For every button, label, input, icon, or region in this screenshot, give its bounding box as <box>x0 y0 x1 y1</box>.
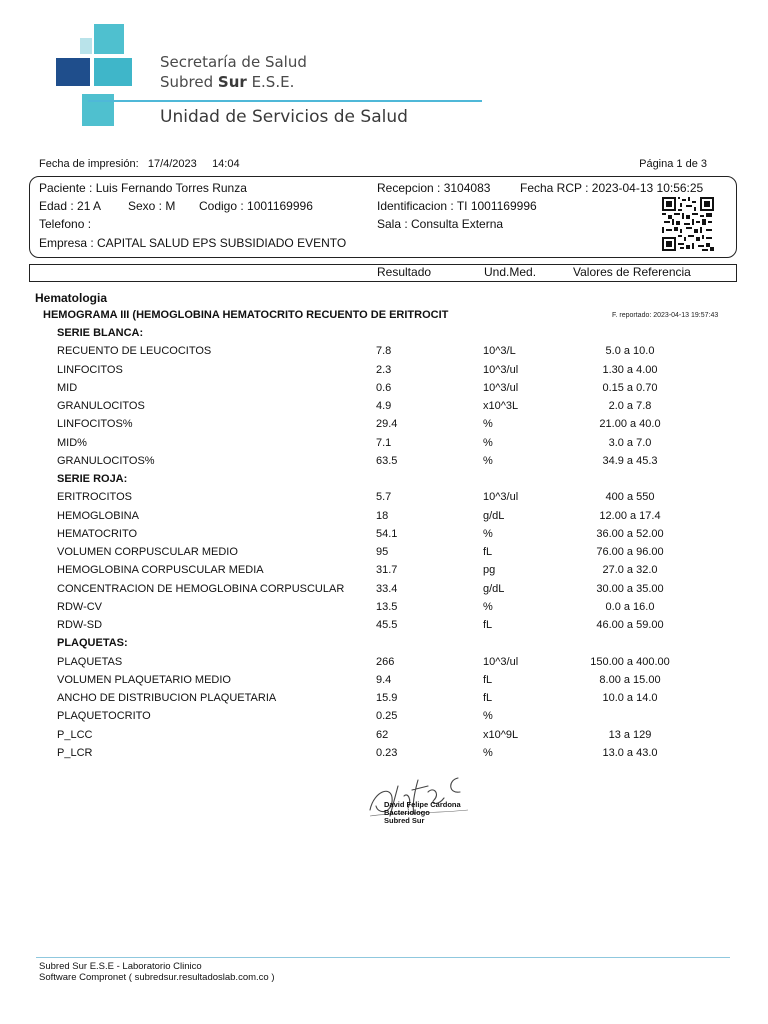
row-unit: x10^3L <box>483 400 519 412</box>
row-reference: 8.00 a 15.00 <box>599 674 661 686</box>
footer-lab: Subred Sur E.S.E - Laboratorio Clinico <box>39 961 202 972</box>
row-name: MID% <box>57 437 87 449</box>
row-unit: % <box>483 601 493 613</box>
row-name: PLAQUETOCRITO <box>57 710 151 722</box>
row-result: 7.8 <box>376 345 392 357</box>
print-label: Fecha de impresión: <box>39 158 139 170</box>
row-unit: 10^3/ul <box>483 656 519 668</box>
row-reference: 1.30 a 4.00 <box>602 364 658 376</box>
row-reference: 2.0 a 7.8 <box>608 400 652 412</box>
row-reference: 3.0 a 7.0 <box>608 437 652 449</box>
table-row <box>0 747 768 765</box>
row-reference: 27.0 a 32.0 <box>602 564 658 576</box>
row-result: 0.6 <box>376 382 392 394</box>
row-unit: fL <box>483 546 493 558</box>
table-row <box>0 437 768 455</box>
row-result: 45.5 <box>376 619 398 631</box>
table-row <box>0 455 768 473</box>
row-result: 9.4 <box>376 674 392 686</box>
signature-org: Subred Sur <box>384 816 425 825</box>
row-result: 95 <box>376 546 389 558</box>
print-time: 14:04 <box>212 158 240 170</box>
row-reference: 46.00 a 59.00 <box>596 619 664 631</box>
row-unit: g/dL <box>483 583 505 595</box>
row-unit: pg <box>483 564 496 576</box>
row-result: 18 <box>376 510 389 522</box>
row-name: CONCENTRACION DE HEMOGLOBINA CORPUSCULAR <box>57 583 345 595</box>
row-result: 29.4 <box>376 418 398 430</box>
row-result: 63.5 <box>376 455 398 467</box>
patient-code: Codigo : 1001169996 <box>199 199 313 213</box>
table-row <box>0 382 768 400</box>
logo-divider <box>88 100 482 102</box>
row-name: RDW-CV <box>57 601 103 613</box>
row-name: VOLUMEN CORPUSCULAR MEDIO <box>57 546 238 558</box>
table-row <box>0 345 768 363</box>
table-row <box>0 510 768 528</box>
column-reference: Valores de Referencia <box>573 265 691 279</box>
row-reference: 400 a 550 <box>605 491 655 503</box>
print-info <box>39 158 240 170</box>
row-result: 2.3 <box>376 364 392 376</box>
subred-logo-icon <box>52 24 134 128</box>
row-unit: fL <box>483 674 493 686</box>
footer-divider <box>36 957 730 958</box>
row-reference: 0.0 a 16.0 <box>605 601 655 613</box>
row-result: 5.7 <box>376 491 392 503</box>
row-result: 54.1 <box>376 528 398 540</box>
patient-company: Empresa : CAPITAL SALUD EPS SUBSIDIADO EVENTO <box>39 236 347 250</box>
row-unit: fL <box>483 692 493 704</box>
footer-software: Software Compronet ( subredsur.resultadoslab.com.co ) <box>39 972 275 983</box>
row-name: HEMATOCRITO <box>57 528 138 540</box>
row-name: GRANULOCITOS <box>57 400 145 412</box>
table-row <box>0 656 768 674</box>
row-result: 4.9 <box>376 400 392 412</box>
section-title: Hematologia <box>35 291 108 305</box>
row-reference: 13 a 129 <box>608 729 652 741</box>
row-reference: 21.00 a 40.0 <box>599 418 661 430</box>
row-name: P_LCC <box>57 729 93 741</box>
row-name: PLAQUETAS: <box>57 637 128 649</box>
row-result: 0.25 <box>376 710 398 722</box>
patient-phone: Telefono : <box>39 217 92 231</box>
table-row <box>0 418 768 436</box>
table-row <box>0 364 768 382</box>
row-reference: 13.0 a 43.0 <box>602 747 658 759</box>
table-row <box>0 583 768 601</box>
qr-code-icon <box>662 197 714 251</box>
row-reference: 34.9 a 45.3 <box>602 455 658 467</box>
logo-subtitle: Unidad de Servicios de Salud <box>160 107 408 127</box>
row-result: 0.23 <box>376 747 398 759</box>
patient-room: Sala : Consulta Externa <box>377 217 504 231</box>
table-row <box>0 491 768 509</box>
row-unit: g/dL <box>483 510 505 522</box>
signature-role: Bacteriologo <box>384 808 430 817</box>
row-unit: % <box>483 418 493 430</box>
table-row <box>0 601 768 619</box>
table-row <box>0 528 768 546</box>
row-unit: 10^3/ul <box>483 491 519 503</box>
signature-name: David Felipe Cardona <box>384 800 461 809</box>
row-name: LINFOCITOS% <box>57 418 133 430</box>
row-unit: % <box>483 747 493 759</box>
row-unit: fL <box>483 619 493 631</box>
row-name: P_LCR <box>57 747 93 759</box>
reported-date: F. reportado: 2023-04-13 19:57:43 <box>612 312 719 319</box>
row-unit: % <box>483 710 493 722</box>
row-name: ANCHO DE DISTRIBUCION PLAQUETARIA <box>57 692 277 704</box>
row-name: LINFOCITOS <box>57 364 123 376</box>
row-unit: x10^9L <box>483 729 519 741</box>
row-reference: 12.00 a 17.4 <box>599 510 661 522</box>
table-row <box>0 400 768 418</box>
column-unit: Und.Med. <box>484 265 537 279</box>
subsection-row <box>0 473 768 491</box>
row-result: 266 <box>376 656 395 668</box>
test-title: HEMOGRAMA III (HEMOGLOBINA HEMATOCRITO RECUENTO DE ERITROCIT <box>43 309 449 321</box>
row-result: 15.9 <box>376 692 398 704</box>
row-name: GRANULOCITOS% <box>57 455 155 467</box>
row-unit: % <box>483 455 493 467</box>
patient-identification: Identificacion : TI 1001169996 <box>377 199 537 213</box>
page-number: Página 1 de 3 <box>639 158 707 170</box>
row-reference: 10.0 a 14.0 <box>602 692 658 704</box>
table-row <box>0 546 768 564</box>
row-name: SERIE ROJA: <box>57 473 128 485</box>
table-row <box>0 710 768 728</box>
row-reference: 30.00 a 35.00 <box>596 583 664 595</box>
row-result: 33.4 <box>376 583 398 595</box>
reception-date: Fecha RCP : 2023-04-13 10:56:25 <box>520 181 704 195</box>
table-row <box>0 729 768 747</box>
logo-line-1: Secretaría de Salud <box>160 53 307 71</box>
subsection-row <box>0 637 768 655</box>
patient-sex: Sexo : M <box>128 199 176 213</box>
row-reference: 0.15 a 0.70 <box>602 382 658 394</box>
column-result: Resultado <box>377 265 432 279</box>
row-name: RDW-SD <box>57 619 103 631</box>
row-name: RECUENTO DE LEUCOCITOS <box>57 345 212 357</box>
row-name: MID <box>57 382 78 394</box>
row-reference: 36.00 a 52.00 <box>596 528 664 540</box>
table-row <box>0 674 768 692</box>
row-unit: 10^3/L <box>483 345 516 357</box>
row-name: ERITROCITOS <box>57 491 132 503</box>
patient-age: Edad : 21 A <box>39 199 102 213</box>
row-name: HEMOGLOBINA CORPUSCULAR MEDIA <box>57 564 264 576</box>
table-row <box>0 692 768 710</box>
row-unit: 10^3/ul <box>483 364 519 376</box>
row-name: SERIE BLANCA: <box>57 327 144 339</box>
patient-name: Paciente : Luis Fernando Torres Runza <box>39 181 247 195</box>
row-name: HEMOGLOBINA <box>57 510 139 522</box>
row-name: VOLUMEN PLAQUETARIO MEDIO <box>57 674 231 686</box>
table-row <box>0 619 768 637</box>
row-unit: % <box>483 528 493 540</box>
row-unit: % <box>483 437 493 449</box>
print-date: 17/4/2023 <box>147 158 197 170</box>
row-result: 7.1 <box>376 437 392 449</box>
row-result: 62 <box>376 729 389 741</box>
row-reference: 5.0 a 10.0 <box>605 345 655 357</box>
row-result: 31.7 <box>376 564 398 576</box>
row-reference: 150.00 a 400.00 <box>590 656 670 668</box>
reception-number: Recepcion : 3104083 <box>377 181 491 195</box>
row-reference: 76.00 a 96.00 <box>596 546 664 558</box>
row-unit: 10^3/ul <box>483 382 519 394</box>
row-name: PLAQUETAS <box>57 656 123 668</box>
table-row <box>0 564 768 582</box>
subsection-row <box>0 327 768 345</box>
row-result: 13.5 <box>376 601 398 613</box>
logo-line-2: Subred Sur E.S.E. <box>160 73 295 91</box>
